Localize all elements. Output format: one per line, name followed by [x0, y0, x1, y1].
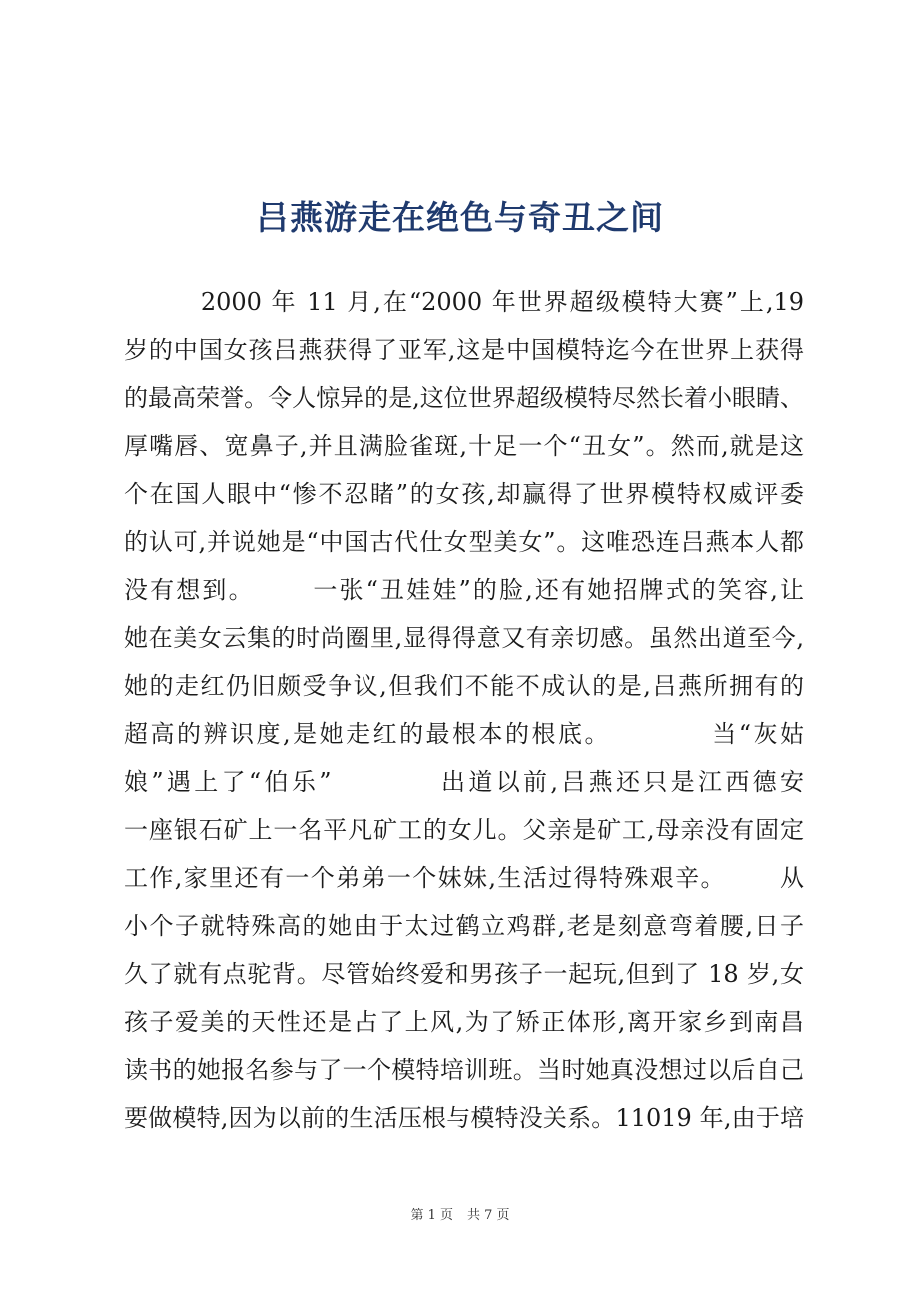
body-line: 的最高荣誉。令人惊异的是,这位世界超级模特尽然长着小眼睛、 — [124, 384, 804, 412]
page-number: 第 1 页 — [410, 1208, 453, 1223]
body-line: 她在美女云集的时尚圈里,显得得意又有亲切感。虽然出道至今, — [124, 624, 804, 652]
page-total: 共 7 页 — [467, 1208, 510, 1223]
body-line: 孩子爱美的天性还是占了上风,为了矫正体形,离开家乡到南昌 — [124, 1008, 804, 1036]
body-line: 没有想到。 一张“丑娃娃”的脸,还有她招牌式的笑容,让 — [124, 576, 804, 604]
body-line: 一座银石矿上一名平凡矿工的女儿。父亲是矿工,母亲没有固定 — [124, 816, 804, 844]
body-line: 久了就有点驼背。尽管始终爱和男孩子一起玩,但到了 18 岁,女 — [124, 960, 804, 988]
page-footer — [0, 1206, 920, 1226]
body-line: 要做模特,因为以前的生活压根与模特没关系。11019 年,由于培 — [124, 1104, 804, 1132]
body-line: 读书的她报名参与了一个模特培训班。当时她真没想过以后自己 — [124, 1056, 804, 1084]
body-line: 个在国人眼中“惨不忍睹”的女孩,却赢得了世界模特权威评委 — [124, 480, 804, 508]
document-body — [124, 278, 804, 1142]
body-line: 工作,家里还有一个弟弟一个妹妹,生活过得特殊艰辛。 从 — [124, 864, 804, 892]
body-line: 厚嘴唇、宽鼻子,并且满脸雀斑,十足一个“丑女”。然而,就是这 — [124, 432, 804, 460]
document-title: 吕燕游走在绝色与奇丑之间 — [256, 198, 664, 237]
body-line: 娘”遇上了“伯乐” 出道以前,吕燕还只是江西德安 — [124, 768, 804, 796]
body-line: 岁的中国女孩吕燕获得了亚军,这是中国模特迄今在世界上获得 — [124, 336, 804, 364]
body-line: 的认可,并说她是“中国古代仕女型美女”。这唯恐连吕燕本人都 — [124, 528, 804, 556]
body-line: 超高的辨识度,是她走红的最根本的根底。 当“灰姑 — [124, 720, 804, 748]
body-line: 小个子就特殊高的她由于太过鹤立鸡群,老是刻意弯着腰,日子 — [124, 912, 804, 940]
body-line: 她的走红仍旧颇受争议,但我们不能不成认的是,吕燕所拥有的 — [124, 672, 804, 700]
body-line: 2000 年 11 月,在“2000 年世界超级模特大赛”上,19 — [124, 288, 804, 316]
